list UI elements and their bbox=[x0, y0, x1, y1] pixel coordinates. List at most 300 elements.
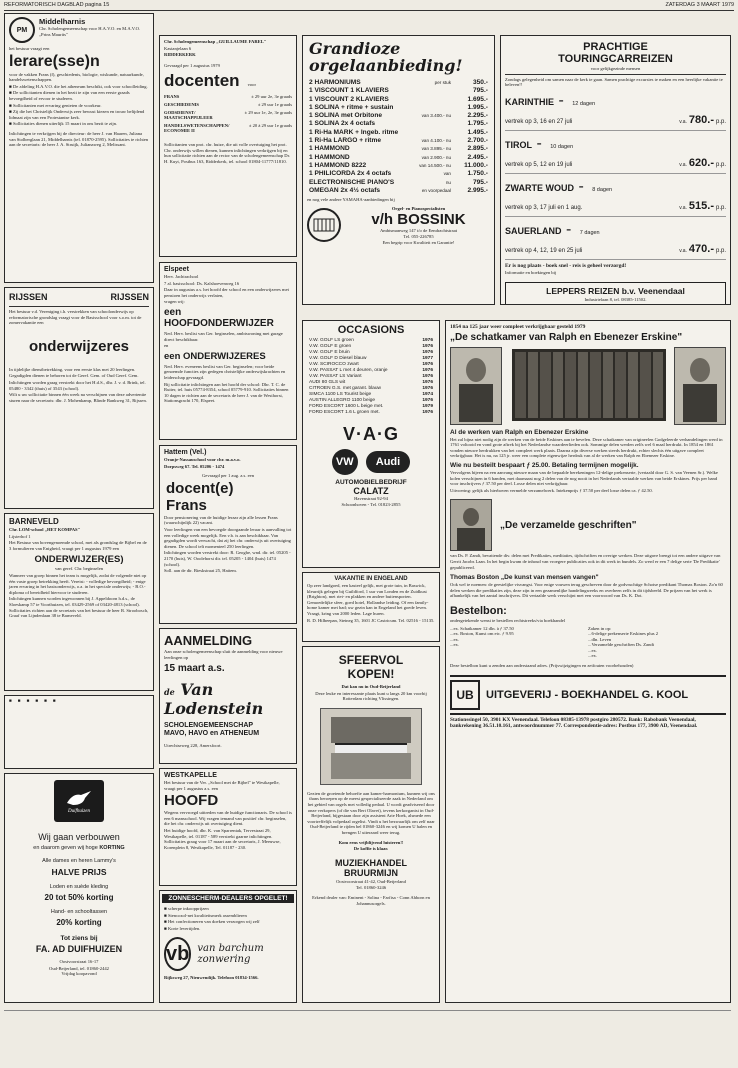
ad-occasions bbox=[302, 320, 440, 568]
ad-footer: Inlichtingen kunnen worden ingewonnen bij J. Appeldoorn h.d.s., de Sloeskamp 57 te Voorthuizen, tel. 03429-2569 of 03420-4813 (school). Sollicitaties richten aan de secretaris van het bestuur de heer R. Stroobosch, Graaf van Lijndenlaan 38 te Barneveld. bbox=[9, 596, 149, 619]
ad-addr: Dorpsweg 67. Tel. 05206 - 1474 bbox=[164, 463, 225, 469]
organ-price: 1.995.- bbox=[467, 103, 488, 111]
trip-price-prefix: v.a. bbox=[679, 161, 687, 168]
ad-town-left: RIJSSEN bbox=[9, 292, 48, 302]
ad-footer: Inlichtingen te verkrijgen bij de directeur: de heer J. van Haaren, Juliana van Stolberglaan 21, Middelharnis (tel. 01870-2595). Sollicitaties te richten aan de secretaris: de heer J. A. Struijk, Julianaweg 2, Melissant. bbox=[9, 130, 149, 148]
trip-price-unit: p.p. bbox=[715, 204, 726, 211]
ad-org: Chr. Scholengemeenschap voor H.A.V.O. en M.A.V.O. bbox=[39, 26, 141, 31]
ad-text: Soll. aan de dir. Bieskstraat 25, Hattem. bbox=[164, 568, 237, 574]
ad-text: Ned. Herv. beslist van Ger. beginselen, ambtswoning met garage direct beschikbaar. bbox=[164, 330, 283, 342]
ad-intro: Het bestuur v.d. Vereniging t.h. verstrekken van schoolonderwijs op reformatorische grondslag vraagt voor de Basisschool voor s.o.m. tot de zomervakantie een bbox=[9, 309, 142, 326]
organ-row bbox=[309, 162, 488, 170]
portrait-ralph-erskine bbox=[450, 347, 502, 425]
ad-tel: Tel. 055-226785 bbox=[403, 233, 434, 239]
order-form-title: Bestelbon: bbox=[450, 604, 507, 617]
organ-note: van 3.895.- nu bbox=[421, 146, 451, 152]
car-year: 1977 bbox=[422, 356, 433, 361]
ad-heading: KOPEN! bbox=[347, 667, 395, 681]
organ-row bbox=[309, 137, 488, 145]
ad-text: Inlichtingen worden verstrekt door: R. Geoghe, wnd. dir. tel. 05205 - 2170 (huis), W. Ooolehorst dir. tel. 05205 - 1404 (huis) 1474 (school). bbox=[164, 550, 291, 567]
organ-price: 2.495.- bbox=[467, 153, 488, 161]
vacancy-hours: ± 20 à 29 uur 1e graads bbox=[248, 122, 292, 128]
ad-intro: Gevraagd per 1 aug. a.s. een bbox=[201, 473, 255, 479]
ad-bullet: ■ Zij die het Christelijk Onderwijs zeer bewust kiezen en trouw belijdend lidmaat zijn van een Protestantse kerk. bbox=[9, 109, 149, 120]
service-item bbox=[53, 698, 56, 704]
ad-slogan: Een begrip voor Kwaliteit en Garantie! bbox=[382, 239, 455, 245]
ad-line: 20% korting bbox=[56, 918, 102, 927]
organ-row bbox=[309, 170, 488, 178]
ad-heading: TOURINGCARREIZEN bbox=[558, 53, 673, 65]
order-line[interactable]: ...ex. bbox=[450, 642, 459, 648]
trip-price-unit: p.p. bbox=[715, 161, 726, 168]
ad-en: en bbox=[164, 343, 169, 349]
car-model: V.W. GOLF E bruin bbox=[309, 350, 350, 355]
ad-middelharnis bbox=[4, 13, 154, 283]
trip-price bbox=[679, 153, 726, 171]
car-year: 1976 bbox=[422, 350, 433, 355]
service-item bbox=[27, 698, 30, 704]
section-text: Vervolgens bijeen na een aanvang nieuwe maan van de bepaalde berekeningen 12-delige prekenserie, (vertaald door G. S. van Veenen Sr.). Welke kolen verschijnen in 6 banden, met daarnaast nog 2 delen van de nog nooit in het Nederlands vertaalde werken van beide Erskines. Prijs per band voor inschrijvers ƒ 37.50 per deel. Losse delen niet verkrijgbaar. bbox=[450, 469, 718, 487]
ad-item: ■ Stencozol-net kwaliteitsmerk assemblieren bbox=[164, 913, 292, 919]
organ-price: 2.895.- bbox=[467, 145, 488, 153]
ad-line: 20 tot 50% korting bbox=[44, 893, 114, 902]
ad-barchem bbox=[159, 890, 297, 1003]
vag-logo: V·A·G bbox=[343, 424, 399, 444]
car-year: 1974 bbox=[422, 392, 433, 397]
ad-line: Loden en suède kleding bbox=[49, 884, 109, 890]
trip-dates: vertrek op 3, 17 juli en 1 aug. bbox=[505, 204, 583, 211]
school-logo-icon: PM bbox=[9, 17, 35, 43]
section-text: Het zal bijna niet nodig zijn de werken van de beide Erskines aan te bevelen. Deze schatkamer van origineelen Godgeleerde verhandelingen werd in 1761 voltooid en vond grote aftrek bij het Nederlandse waardeerlieden ook. Sommige delen werden zelfs wel 6 maal herdrukt. In 1854 en 1861 vonden nieuwe herdrukken van het compleet werk plaats. Daarna zijn diverse werken steeds herdrukt, echter slechts één uitgave compleet verkrijgbaar. Het is nu, na 125 jr. weer een complete eigenwijze herdruk van al de werken van Ralph en Ebenezer Erskine. bbox=[450, 436, 723, 459]
duifhuizen-logo bbox=[54, 780, 104, 822]
ad-line: Alle dames en heren Lammy's bbox=[42, 858, 116, 864]
order-line[interactable]: ...dln. Leven bbox=[588, 636, 612, 642]
trip-price-unit: p.p. bbox=[715, 247, 726, 254]
order-line[interactable]: ...ex. Schatkamer 12 dln. à ƒ 37.50 bbox=[450, 625, 514, 631]
organ-name: 1 SOLINA + ritme + sustain bbox=[309, 103, 394, 111]
ad-intro: Het Bestuur van bovengenoemde school, met als grondslag de Bijbel en de 3 formulieren van Enigheid, vraagt per 1 augustus 1979 een bbox=[9, 540, 147, 551]
ad-text: Voor leerlingen van een bevoegde doorgaande leraar is aanvulling tot een volledige week mogelijk. Een v.b. is aan beschikbaar. Van gegadigden wordt verwacht, dat zij het chr. onderwijs uit overtuiging dienen. De school telt momenteel 250 leerlingen. bbox=[164, 526, 292, 549]
trip-duration: 10 dagen bbox=[550, 143, 574, 150]
ad-hoeksteen bbox=[4, 695, 154, 769]
trip-price bbox=[679, 110, 726, 128]
masthead-left: REFORMATORISCH DAGBLAD pagina 15 bbox=[4, 2, 110, 8]
car-model: AUSTIN ALLEGRO 1100 beige bbox=[309, 398, 376, 403]
ad-title: Chr. Scholengemeenschap „GUILLAUME FAREL" bbox=[164, 39, 267, 44]
trip-price-value: 515.- bbox=[688, 199, 714, 212]
ad-voor: voor bbox=[247, 82, 256, 88]
organ-price: 2.700.- bbox=[467, 137, 488, 145]
organ-price: 1.495.- bbox=[467, 128, 488, 136]
dove-icon bbox=[65, 789, 93, 809]
service-item bbox=[18, 698, 21, 704]
ad-heading: onderwijzeres bbox=[28, 337, 130, 355]
portrait-zandt bbox=[450, 499, 492, 551]
ad-heading: „De schatkamer van Ralph en Ebenezer Erskine" bbox=[450, 331, 683, 343]
car-year: 1976 bbox=[422, 380, 433, 385]
ad-sub2: van geref. Chr. beginselen bbox=[54, 566, 104, 572]
car-model: V.W. PASSAT LS Variant bbox=[309, 374, 362, 379]
vacancy-subject: GODSDIENST/ MAATSCHAPPIJLEER bbox=[164, 109, 213, 121]
ad-title: ZONNESCHERM-DEALERS OPGELET! bbox=[162, 894, 294, 903]
ad-heading: OCCASIONS bbox=[337, 324, 405, 336]
ad-item: ■ scherpe inkoopprijzen bbox=[164, 906, 292, 912]
organ-price: 2.995.- bbox=[467, 186, 488, 194]
organ-name: 1 SOLINA met Orbitone bbox=[309, 112, 383, 120]
ad-sub: Herv. Jachtrachool bbox=[164, 274, 199, 279]
car-year: 1979 bbox=[422, 404, 433, 409]
organ-row bbox=[309, 87, 488, 95]
ad-addr: Kastanjelaan 6 bbox=[164, 45, 192, 51]
organ-keyboard-icon bbox=[307, 208, 341, 242]
ad-text: Deze leuke en interessante plaats kunt u langs 20 km voorbij Rotterdam richting Vlissingen. bbox=[315, 690, 427, 702]
ad-name: FA. AD DUIFHUIZEN bbox=[35, 944, 123, 954]
ad-elspeet bbox=[159, 262, 297, 440]
ad-leppers bbox=[500, 35, 731, 305]
ad-item: ■ Het confectioneren van doeken verzorgen wij zelf bbox=[164, 919, 292, 925]
organ-row bbox=[309, 187, 488, 195]
ad-name: van barchum zonwering bbox=[197, 943, 264, 966]
ad-line: Hand- en schooltassen bbox=[50, 909, 108, 915]
vb-logo-icon: vb bbox=[164, 937, 191, 971]
ad-body: Op zeer landgoed, een kasteel gelijk, met grote tuin, in Baswick, kleurrijk gelegen bij Guildford, 1 uur van Londen en de Zuidkust (Brighton), met riet- en plakken en andere buitensporten. Gemoedelijke sfeer, goed hotel, Hollandse leiding. Of een family-home kamer met bad; uw gezin kan in Engeland het goede leven. Vraagt, kring van 2000 leden. Lage huren. bbox=[307, 583, 429, 616]
trip-price bbox=[679, 239, 726, 257]
car-year: 1976 bbox=[422, 338, 433, 343]
ad-title: Hattem (Vel.) bbox=[164, 449, 207, 456]
ad-body: Wanneer van groep binnen het team is mogelijk, zodat de volgende niet op één vaste groep betrekking heeft. Vereist: - volledige bevoegdheid; - enige jaren ervaring in het basisonderwijs, o.a. in het speciale onderwijs; - B.O.-diploma of bereidheid hiervoor te studeren. bbox=[9, 572, 147, 595]
trip-dates: vertrek op 3, 16 en 27 juli bbox=[505, 118, 573, 125]
organ-row bbox=[309, 104, 488, 112]
ad-tag: Orgel- en Pianospecialisten bbox=[391, 205, 446, 211]
vacancy-row bbox=[164, 123, 292, 134]
vacancy-subject: FRANS bbox=[164, 94, 180, 100]
ad-name: MUZIEKHANDEL bbox=[335, 857, 407, 868]
trip-price-prefix: v.a. bbox=[679, 118, 687, 125]
ad-text: Kom eens vrijblijvend luisteren!! bbox=[338, 839, 404, 845]
organ-price: 1.695.- bbox=[467, 95, 488, 103]
ad-westkapelle bbox=[159, 768, 297, 886]
ad-duifhuizen bbox=[4, 773, 154, 1003]
ad-types: MAVO, HAVO en ATHENEUM bbox=[164, 730, 260, 738]
ad-bullet: ■ De afdeling H.A.V.O. die het atheneum beschikt, ook voor schoolleiding. bbox=[9, 84, 149, 90]
trip-price-value: 470.- bbox=[688, 242, 714, 255]
vacancy-subject: GESCHIEDENIS bbox=[164, 101, 199, 107]
ad-bullet: ■ Sollicitanten met ervaring genieten de voorkeur. bbox=[9, 103, 149, 109]
organ-price: 1.750.- bbox=[467, 170, 488, 178]
masthead-right: ZATERDAG 3 MAART 1979 bbox=[665, 2, 734, 8]
organ-name: 1 SOLINA 2x 4 octafs bbox=[309, 120, 376, 128]
organ-name: 1 Ri-Ha MARK + Ingeb. ritme bbox=[309, 128, 399, 136]
ad-dealer: Erkend dealer van: Eminent - Solina - Farfisa - Conn Ahborn en Johannusorgels. bbox=[312, 894, 430, 906]
organ-price: 2.295.- bbox=[467, 112, 488, 120]
ad-line: Wij gaan verbouwen bbox=[38, 832, 120, 842]
organ-price: 350.- bbox=[472, 79, 488, 86]
ad-title: VAKANTIE IN ENGELAND bbox=[334, 576, 408, 582]
ad-heading: orgelaanbieding! bbox=[309, 56, 463, 75]
ad-intro: Daar in augustus a.s. het hoofd der school en een onderwijzeres met pensioen het onderwijs verlaten, bbox=[164, 287, 289, 298]
ad-heading: een ONDERWIJZERES bbox=[164, 350, 266, 362]
ad-hattem bbox=[159, 445, 297, 624]
organ-name: 1 VISCOUNT 2 KLAVIERS bbox=[309, 95, 389, 103]
organ-name: 2 HARMONIUMS bbox=[309, 79, 361, 86]
ad-intro: Het bestuur van de Ver. „School met de Bijbel" te Westkapelle, vraagt per 1 augustus a.s. een bbox=[164, 780, 280, 791]
vacancy-row bbox=[164, 94, 292, 100]
ad-title: BARNEVELD bbox=[9, 517, 59, 526]
order-line[interactable]: ...ex. Boston, Kunst om etc. ƒ 9.95 bbox=[450, 631, 514, 637]
ad-slogan: Er is nog plaats - boek snel - reis is geheel verzorgd! bbox=[505, 262, 627, 269]
trip-destination: SAUERLAND bbox=[505, 225, 562, 236]
masthead bbox=[4, 2, 734, 11]
vacancy-hours: ± 29 uur 1e graads bbox=[257, 101, 292, 107]
ad-heading: Grandioze bbox=[309, 39, 401, 58]
vacancy-hours: ± 29 uur 1e, 2e, 3e graads bbox=[244, 109, 292, 115]
ad-line: en daarom geven wij hoge bbox=[33, 845, 98, 851]
organ-price: 795.- bbox=[472, 87, 488, 95]
trip-price bbox=[679, 196, 726, 214]
organ-photo bbox=[320, 708, 422, 785]
car-model: V.W. GOLF E groen bbox=[309, 344, 352, 349]
ad-bedrijf: AUTOMOBIELBEDRIJF bbox=[335, 479, 407, 486]
organ-row bbox=[309, 145, 488, 153]
ad-heading: docenten bbox=[164, 71, 240, 91]
ad-line: HALVE PRIJS bbox=[51, 867, 107, 877]
organ-note: en voorpedaal bbox=[421, 187, 451, 193]
vacancy-hours: ± 29 uur 2e, 3e graads bbox=[251, 94, 292, 100]
order-line[interactable]: ...Verzamelde geschriften Ds. Zandt bbox=[588, 642, 654, 648]
trip-item: SAUERLAND - 7 dagen vertrek op 4, 12, 19 en 25 juli v.a. 470.- p.p. bbox=[505, 221, 726, 260]
ad-text: Het huidige hoofd, dhr. K. van Sparrentak, Tervestraat 29, Westkapelle, tel. 01187 - 589 verstrekt gaarne inlichtingen. Sollicitaties graag voor 17 maart aan de secretaris, J. Meeuwse, Korenplein 8, Westkapelle, Tel. 01187 - 230. bbox=[164, 827, 281, 850]
car-model: V.W. PASSAT L met 4 deuren, oranje bbox=[309, 368, 388, 373]
trip-destination: TIROL bbox=[505, 139, 532, 150]
vacancy-table bbox=[160, 94, 296, 134]
ad-addr: Ambtsmanweg 147 t/o de Eendrachtstraat bbox=[379, 228, 458, 234]
ad-kool bbox=[445, 320, 731, 1003]
car-year: 1976 bbox=[422, 362, 433, 367]
ad-intro: Gevraagd per 1 augustus 1979 bbox=[164, 62, 220, 68]
school-name-prefix: de bbox=[164, 687, 175, 698]
ad-addr: Oostvoorstraat 16-17 bbox=[59, 959, 99, 964]
ad-name: CALATZ bbox=[353, 486, 389, 496]
organ-row bbox=[309, 79, 488, 87]
ad-name: UITGEVERIJ - BOEKHANDEL G. KOOL bbox=[486, 688, 689, 701]
book-set-photo bbox=[512, 349, 666, 421]
vacancy-row bbox=[164, 102, 292, 108]
order-line[interactable]: ...6-delige prekenserie Erskines plus 2 bbox=[588, 631, 659, 637]
trip-item: ZWARTE WOUD - 8 dagen vertrek op 3, 17 juli en 1 aug. v.a. 515.- p.p. bbox=[505, 178, 726, 217]
car-model: V.W. GOLF D Diesel blauw bbox=[309, 356, 367, 361]
ad-name: v/h BOSSINK bbox=[371, 211, 466, 229]
organ-note: van 4.100.- nu bbox=[421, 138, 451, 144]
ad-sfeervol bbox=[302, 646, 440, 1003]
car-model: SIMCA 1100 LS Tourist beige bbox=[309, 392, 372, 397]
organ-price: 795.- bbox=[472, 178, 488, 186]
ad-text: Inlichtingen worden graag verstrekt door het H.d.S., dhr. J. v. d. Brink, tel. 05480 - 3342 (thuis) of 3543 (school). bbox=[9, 379, 146, 391]
ad-sub: voor de vakken Frans (f), geschiedenis, biologie, wiskunde, natuurkunde, handelswetenschappen. bbox=[9, 71, 144, 83]
organ-note: per stuk bbox=[434, 80, 451, 85]
ad-barneveld bbox=[4, 513, 154, 691]
ad-heading: SFEERVOL bbox=[338, 653, 404, 667]
portrait-ebenezer-erskine bbox=[674, 347, 726, 425]
ad-intro: Aan onze scholengemeenschap sluit de aanmelding voor nieuwe leerlingen op bbox=[164, 649, 283, 660]
organ-note: van 3.400.- nu bbox=[421, 113, 451, 119]
ad-addr: Oostvoorstraat 41-42, Oud-Beijerland bbox=[336, 878, 406, 884]
audi-logo: Audi bbox=[366, 451, 410, 473]
organ-note: van bbox=[443, 171, 451, 177]
car-model: FORD ESCORT 1600 L beige met. bbox=[309, 404, 384, 409]
ad-title: Middelharnis bbox=[39, 17, 86, 26]
ad-text: Gegadigden dienen te behoren tot de Geref. Gem. of Oud Geref. Gem. bbox=[9, 373, 139, 379]
ad-heading: ONDERWIJZER(ES) bbox=[34, 554, 124, 566]
order-line[interactable]: Zaken in op: bbox=[588, 625, 612, 631]
ad-addr: Rijksweg 27, Nieuwendijk. Telefoon 01834-1566. bbox=[164, 975, 259, 981]
ad-text: Wilt u uw sollicitatie binnen één week na verschijnen van deze advertentie sturen naar de secretaris: dhr. J. Mohenkamp, Blinde Bankweg 31, Rijssen. bbox=[9, 392, 147, 403]
trip-duration: 7 dagen bbox=[579, 229, 600, 236]
ad-yamaha: en nog vele andere YAMAHA-aanbiedingen bij bbox=[307, 197, 395, 203]
ad-text: Wegens vervroegd uittreden van de huidige functionaris. De school is een 6 mansschool. Wij vragen iemand van positief chr. beginselen, die het chr. onderwijs uit overtuiging dient. bbox=[164, 810, 292, 827]
ad-heading: Frans bbox=[166, 496, 207, 514]
section-text: Ook wel te noemen: de geestelijke visvangst. Voor enige vouwen terug geschreven door de godvruchtige Schotse predikant Thomas Boston. Zo'n 60 delen werken die predikaties zijn, deze zijn in een gezamenlijke handelingsreeks en overheen zelfs in dit tijdsbeeld. De prijzen van het werk is afhankelijk van het aantal inschrijvers. Dit vertaalde werk verschijnt met een voorwoord van Ds. K. Dot. bbox=[450, 582, 723, 599]
organ-row bbox=[309, 129, 488, 137]
organ-name: 1 PHILICORDA 2x 4 octafs bbox=[309, 170, 392, 178]
trip-dates: vertrek op 4, 12, 19 en 25 juli bbox=[505, 247, 583, 254]
car-year: 1976 bbox=[422, 386, 433, 391]
ad-vakantie bbox=[302, 572, 440, 642]
logo-text: Duifhuizen bbox=[68, 808, 90, 814]
car-model: AUDI 80 GLS wit bbox=[309, 380, 346, 385]
car-year: 1976 bbox=[422, 374, 433, 379]
organ-row bbox=[309, 179, 488, 187]
organ-row bbox=[309, 120, 488, 128]
ad-top: 1854 na 125 jaar weer compleet verkrijgbaar gesteld 1979 bbox=[450, 324, 586, 330]
ad-heading: PRACHTIGE bbox=[583, 41, 648, 53]
vw-logo-icon: VW bbox=[332, 449, 358, 475]
organ-note: nu bbox=[445, 179, 451, 185]
organ-row bbox=[309, 112, 488, 120]
trip-price-value: 780.- bbox=[688, 113, 714, 126]
trip-list bbox=[501, 92, 730, 260]
car-row bbox=[309, 410, 433, 416]
ad-heading: lerare(sse)n bbox=[9, 52, 100, 70]
ad-text: De koffie is klaar. bbox=[353, 846, 389, 852]
trip-item: TIROL - 10 dagen vertrek op 5, 12 en 19 juli v.a. 620.- p.p. bbox=[505, 135, 726, 174]
ad-text: Bij sollicitatie inlichtingen aan het hoofd der school: Dhr. T. C. de Ruiter, tel. huis 05774-8354, school 05779-910. Sollicitaties binnen 10 dagen te richten aan de secretaris de heer J. van de Westhorst, Stationsgracht 170, Elspeet. bbox=[164, 381, 289, 404]
ad-bossink bbox=[302, 35, 495, 305]
car-year: 1976 bbox=[422, 398, 433, 403]
ad-school: SCHOLENGEMEENSCHAP bbox=[164, 722, 254, 730]
ad-text: In tijdelijke dienstbetrekking, voor een eerste klas met 20 leerlingen. bbox=[9, 366, 136, 372]
ad-bullet: ■ Sollicitaties dienen uiterlijk 15 maart in ons bezit te zijn. bbox=[9, 121, 149, 127]
ad-city: Schoonhoven - Tel. 01823-2855 bbox=[341, 501, 401, 507]
organ-name: 1 HAMMOND bbox=[309, 153, 350, 161]
ad-footer: Sollicitanten van prot. chr. huize, die uit volle overtuiging het prot. Chr. onderwijs willen dienen, kunnen inlichtingen verkrijgen bij en hun sollicitatie richten aan de rector van de scholengemeenschap Dr. H. Kuyt, Postbus 163, Ridderkerk, tel. school 01804-11777/11810. bbox=[164, 141, 291, 164]
ad-item: ■ Korte levertijden. bbox=[164, 926, 292, 932]
order-line[interactable]: ...ex. bbox=[450, 636, 459, 642]
organ-row bbox=[309, 96, 488, 104]
service-item bbox=[35, 698, 38, 704]
car-year: 1976 bbox=[422, 368, 433, 373]
organ-name: 1 VISCOUNT 1 KLAVIERS bbox=[309, 87, 389, 95]
ad-guillaume-farel bbox=[159, 35, 297, 257]
ad-addr: Vrijdag koopavond bbox=[61, 971, 97, 977]
ad-addr: Oud-Beijerland, tel. 01860-2442 bbox=[49, 965, 109, 971]
trip-destination: KARINTHIE bbox=[505, 96, 554, 107]
ad-addr: Lijsterhof 1 bbox=[9, 533, 31, 539]
order-line[interactable]: ...ex. bbox=[588, 647, 597, 653]
service-item bbox=[9, 698, 12, 704]
ad-text: Gezien de groeiende behoefte aan kamer-harmonium, kunnen wij ons thans beroepen op de meest gespecialiseerde zaak in Nederland om het gebied van orgels met volledig pedaal. U wordt geadviseerd door onze verkopers (of die van Bert Olavet), tevens kerkorganist in Oud-Beijerland, bijgestaan door zijn assistent Arie Hoek, alsmede een voortreffelijk volpedaal orgelist. Vindt u het bezwaarlijk om zelf naar Oud-Beijerland te rijden bel 01860-3246 en wij komen U halen en brengen U uiteraard weer terug. bbox=[307, 790, 435, 835]
order-line[interactable]: ...ex. bbox=[588, 653, 597, 659]
ad-addr: 7 al. basisschool: Ds. Kalshoevenweg 16 bbox=[164, 280, 240, 286]
car-list bbox=[303, 338, 439, 416]
ad-addr: Industrielaan 8, tel. 08385-11502. bbox=[584, 296, 647, 302]
trip-dates: vertrek op 5, 12 en 19 juli bbox=[505, 161, 573, 168]
trip-destination: ZWARTE WOUD bbox=[505, 182, 574, 193]
school-name: Van Lodenstein bbox=[164, 680, 264, 719]
ad-addr: Stationssingel 50, 3901 KX Veenendaal. Telefoon 08385-13978 postgiro 280572. Bank: Rabobank Veenendaal, bankrekening 36.51.10.161, antwoordnummer 77. Correspondentie-adres: Postbus 177, 3900 AD, Veenendaal. bbox=[450, 716, 698, 730]
vacancy-row bbox=[164, 110, 292, 121]
service-item bbox=[44, 698, 47, 704]
ad-line-bold: KORTING bbox=[99, 845, 125, 851]
vacancy-subject: HANDELSWETENSCHAPPEN/ ECONOMIE II bbox=[164, 122, 230, 134]
ad-name: BRUURMIJN bbox=[344, 867, 398, 878]
ad-intro: Zondags gelegenheid om samen naar de kerk te gaan. Samen prachtige excursies te maken en een heerlijke vakantie te beleven!! bbox=[505, 76, 723, 88]
car-model: V.W. GOLF LS groen bbox=[309, 338, 354, 343]
ad-addr: Utrechtseweg 228, Amersfoort. bbox=[164, 743, 222, 749]
organ-note: van 2.900.- nu bbox=[421, 154, 451, 160]
section-heading: Al de werken van Ralph en Ebenezer Erskine bbox=[450, 428, 589, 436]
ad-line: Tot ziens bij bbox=[60, 935, 98, 942]
order-form-note: Deze bestelbon kunt u zenden aan onderstaand adres. (Prijswijzigingen en zetfouten voorbehouden) bbox=[450, 663, 634, 669]
trip-price-unit: p.p. bbox=[715, 118, 726, 125]
car-year: 1976 bbox=[422, 410, 433, 415]
ad-rijssen bbox=[4, 287, 154, 509]
trip-item: KARINTHIE - 12 dagen vertrek op 3, 16 en 27 juli v.a. 780.- p.p. bbox=[505, 92, 726, 131]
page-footer-rule bbox=[4, 1010, 731, 1011]
ad-heading: HOOFD bbox=[164, 792, 219, 810]
ad-info: Informatie en boekingen bij bbox=[505, 270, 557, 276]
trip-duration: 8 dagen bbox=[592, 186, 613, 193]
ad-school: „Prins Maurits" bbox=[39, 31, 68, 37]
ad-addr: R. D. Hilbeepan, Steineg 35, 1601 JC Castricum. Tel. 02516 - 15135. bbox=[307, 617, 435, 623]
organ-name: ELECTRONISCHE PIANO'S bbox=[309, 178, 395, 186]
car-model: V.W. SCIROCCO zwart bbox=[309, 362, 359, 367]
organ-note: van 14.500.- nu bbox=[419, 162, 451, 168]
organ-price-list bbox=[303, 79, 494, 195]
ad-bullet: ■ De sollicitanten dienen in het bezit te zijn van een eerste graads bevoegdheid of ervoor te studeren. bbox=[9, 90, 149, 101]
organ-name: OMEGAN 2x 4½ octafs bbox=[309, 186, 381, 194]
car-year: 1976 bbox=[422, 344, 433, 349]
car-model: CITROEN G.S. met garant. blauw bbox=[309, 386, 381, 391]
ad-name: LEPPERS REIZEN b.v. Veenendaal bbox=[546, 285, 685, 296]
ad-vraagt: vragen wij: bbox=[164, 299, 185, 305]
order-form-intro: ondergetekende wenst te bestellen rechtstreeks/via boekhandel bbox=[450, 617, 566, 623]
car-model: FORD ESCORT 1.6 L groen met. bbox=[309, 410, 380, 415]
section-heading: Wie nu besteilt bespaart ƒ 25.00. Betaling termijnen mogelijk. bbox=[450, 461, 639, 469]
section-heading: „De verzamelde geschriften" bbox=[500, 519, 637, 531]
organ-row bbox=[309, 154, 488, 162]
ad-city: RIDDERKERK bbox=[164, 52, 196, 58]
section-heading: Thomas Boston „De kunst van mensen vangen" bbox=[450, 574, 599, 582]
ad-town-right: RIJSSEN bbox=[110, 292, 149, 302]
ad-intro: het bestuur vraagt een bbox=[9, 46, 50, 51]
ad-lodenstein bbox=[159, 628, 297, 764]
section-text: Uitvoering: gelijk als hierboven vermelde verzamelwerk. Intekenprijs ƒ 37.50 per deel losse delen ca. ƒ 42.50. bbox=[450, 487, 653, 493]
uitgeverij-logo-icon: UB bbox=[450, 680, 480, 710]
ad-text: Ned. Herv. eveneens beslist van Ger. beginselen; voor beide genoemde functies zijn gedegen christelijke onderwijskrachten en leiderschap gevraagd. bbox=[164, 363, 286, 380]
ad-sub: voor gelijkgezinde mensen bbox=[590, 66, 641, 71]
organ-name: 1 HAMMOND 8222 bbox=[309, 161, 367, 169]
ad-title: Elspeet bbox=[164, 266, 189, 273]
